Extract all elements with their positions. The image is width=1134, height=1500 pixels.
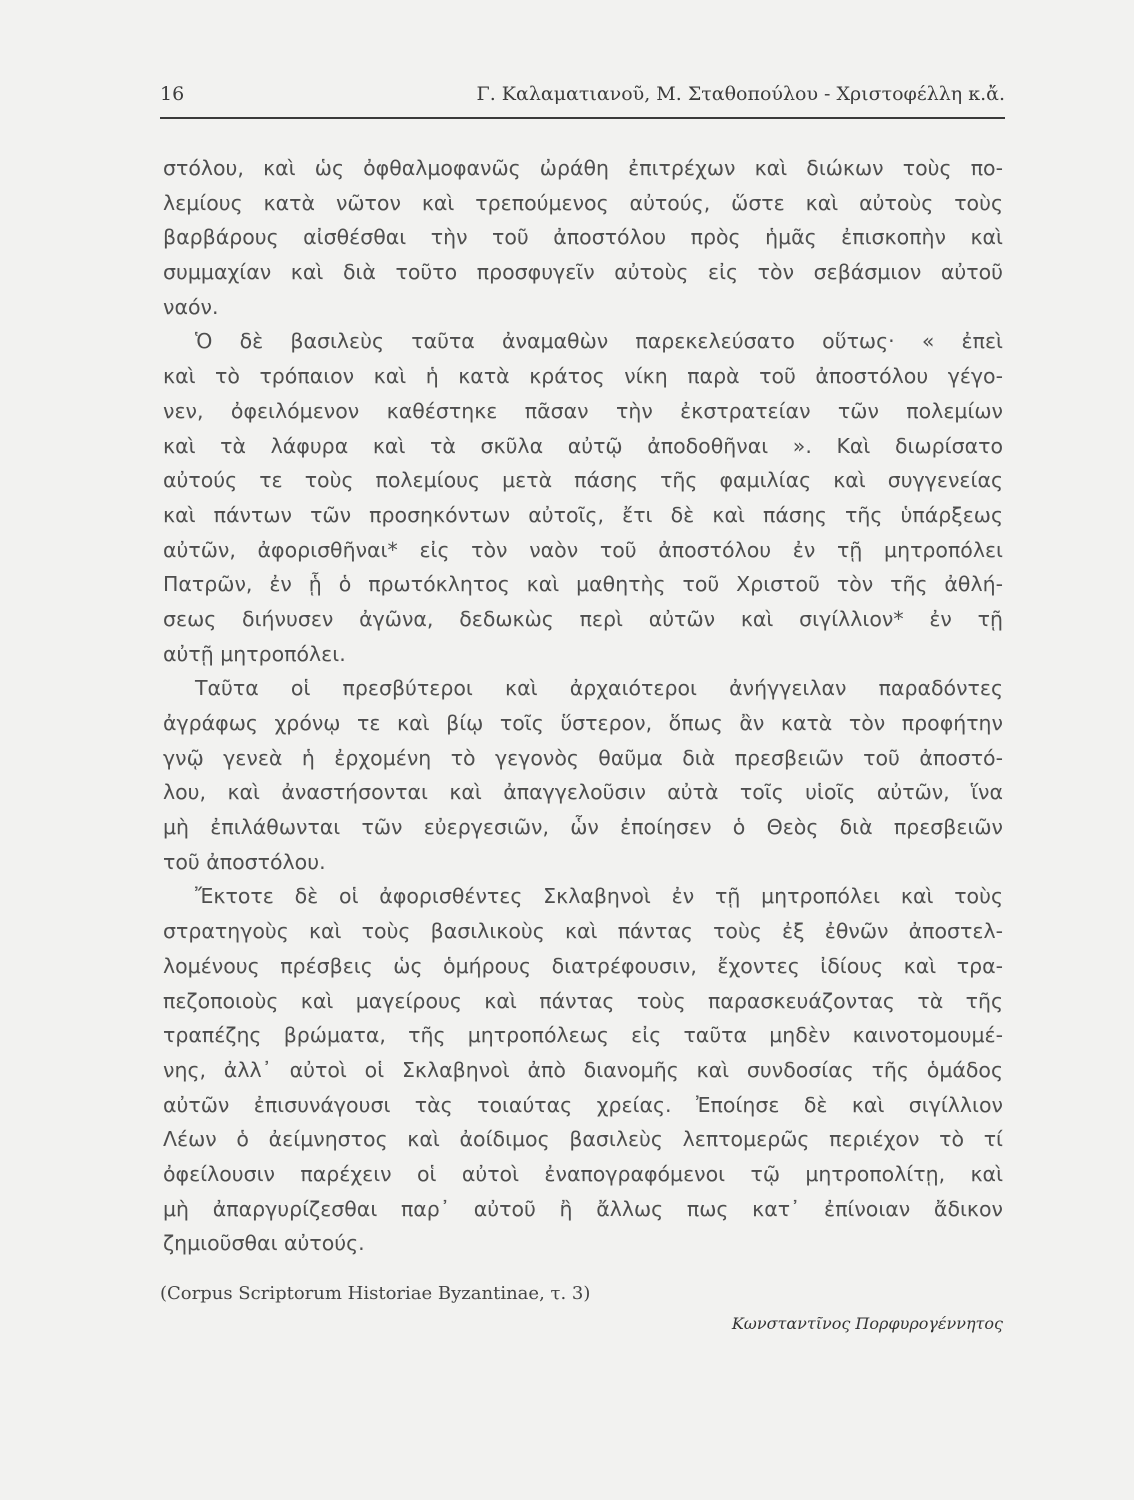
body-text: [163, 151, 1003, 1261]
text-line: αὐτῶν, ἀφορισθῆναι* εἰς τὸν ναὸν τοῦ ἀποστόλου ἐν τῇ μητροπόλει: [163, 537, 1003, 562]
text-line: νεν, ὀφειλόμενον καθέστηκε πᾶσαν τὴν ἐκστρατείαν τῶν πολεμίων: [163, 398, 1003, 423]
text-line: ναόν.: [163, 294, 219, 319]
text-line: καὶ τὸ τρόπαιον καὶ ἡ κατὰ κράτος νίκη παρὰ τοῦ ἀποστόλου γέγο-: [163, 364, 1003, 389]
header-rule: [160, 117, 1005, 119]
paragraph: [163, 324, 1003, 671]
text-line: τραπέζης βρώματα, τῆς μητροπόλεως εἰς ταῦτα μηδὲν καινοτομουμέ-: [163, 1023, 1003, 1048]
text-line: λεμίους κατὰ νῶτον καὶ τρεπούμενος αὐτούς, ὥστε καὶ αὐτοὺς τοὺς: [163, 190, 1003, 215]
text-line: μὴ ἐπιλάθωνται τῶν εὐεργεσιῶν, ὧν ἐποίησεν ὁ Θεὸς διὰ πρεσβειῶν: [163, 815, 1003, 840]
running-title: Γ. Καλαματιανοῦ, Μ. Σταθοπούλου - Χριστοφέλλη κ.ἄ.: [476, 83, 1005, 105]
text-line: νης, ἀλλ᾽ αὐτοὶ οἱ Σκλαβηνοὶ ἀπὸ διανομῆς καὶ συνδοσίας τῆς ὁμάδος: [163, 1057, 1003, 1082]
text-line: Ἔκτοτε δὲ οἱ ἀφορισθέντες Σκλαβηνοὶ ἐν τῇ μητροπόλει καὶ τοὺς: [195, 884, 1003, 909]
text-line: Ταῦτα οἱ πρεσβύτεροι καὶ ἀρχαιότεροι ἀνήγγειλαν παραδόντες: [195, 676, 1003, 701]
text-line: αὐτῇ μητροπόλει.: [163, 641, 346, 666]
running-header: [160, 83, 1005, 111]
text-line: συμμαχίαν καὶ διὰ τοῦτο προσφυγεῖν αὐτοὺς εἰς τὸν σεβάσμιον αὐτοῦ: [163, 260, 1003, 285]
paragraph: [163, 671, 1003, 879]
text-line: ὀφείλουσιν παρέχειν οἱ αὐτοὶ ἐναπογραφόμενοι τῷ μητροπολίτῃ, καὶ: [163, 1161, 1003, 1186]
text-line: λου, καὶ ἀναστήσονται καὶ ἀπαγγελοῦσιν αὐτὰ τοῖς υἱοῖς αὐτῶν, ἵνα: [163, 780, 1003, 805]
text-line: τοῦ ἀποστόλου.: [163, 849, 326, 874]
paragraph: [163, 879, 1003, 1261]
source-citation: (Corpus Scriptorum Historiae Byzantinae, τ. 3): [160, 1283, 591, 1304]
text-line: βαρβάρους αἰσθέσθαι τὴν τοῦ ἀποστόλου πρὸς ἡμᾶς ἐπισκοπὴν καὶ: [163, 225, 1003, 250]
text-line: στρατηγοὺς καὶ τοὺς βασιλικοὺς καὶ πάντας τοὺς ἐξ ἐθνῶν ἀποστελ-: [163, 919, 1003, 944]
paragraph: [163, 151, 1003, 324]
text-line: πεζοποιοὺς καὶ μαγείρους καὶ πάντας τοὺς παρασκευάζοντας τὰ τῆς: [163, 988, 1003, 1013]
text-line: Πατρῶν, ἐν ᾗ ὁ πρωτόκλητος καὶ μαθητὴς τοῦ Χριστοῦ τὸν τῆς ἀθλή-: [163, 572, 1003, 597]
text-line: σεως διήνυσεν ἀγῶνα, δεδωκὼς περὶ αὐτῶν καὶ σιγίλλιον* ἐν τῇ: [163, 606, 1003, 631]
text-line: αὐτῶν ἐπισυνάγουσι τὰς τοιαύτας χρείας. Ἐποίησε δὲ καὶ σιγίλλιον: [163, 1092, 1003, 1117]
text-line: στόλου, καὶ ὡς ὀφθαλμοφανῶς ὠράθη ἐπιτρέχων καὶ διώκων τοὺς πο-: [163, 156, 1003, 180]
text-line: Ὁ δὲ βασιλεὺς ταῦτα ἀναμαθὼν παρεκελεύσατο οὕτως· « ἐπεὶ: [195, 329, 1003, 354]
text-line: καὶ τὰ λάφυρα καὶ τὰ σκῦλα αὐτῷ ἀποδοθῆναι ». Καὶ διωρίσατο: [163, 433, 1003, 458]
text-line: καὶ πάντων τῶν προσηκόντων αὐτοῖς, ἔτι δὲ καὶ πάσης τῆς ὑπάρξεως: [163, 502, 1003, 527]
author-attribution: Κωνσταντῖνος Πορφυρογέννητος: [731, 1314, 1003, 1333]
text-line: λομένους πρέσβεις ὡς ὁμήρους διατρέφουσιν, ἔχοντες ἰδίους καὶ τρα-: [163, 953, 1003, 978]
text-line: Λέων ὁ ἀείμνηστος καὶ ἀοίδιμος βασιλεὺς λεπτομερῶς περιέχον τὸ τί: [163, 1127, 1003, 1152]
page-number: 16: [160, 83, 185, 105]
text-line: γνῷ γενεὰ ἡ ἐρχομένη τὸ γεγονὸς θαῦμα διὰ πρεσβειῶν τοῦ ἀποστό-: [163, 745, 1003, 770]
text-line: μὴ ἀπαργυρίζεσθαι παρ᾽ αὐτοῦ ἢ ἄλλως πως κατ᾽ ἐπίνοιαν ἄδικον: [163, 1196, 1003, 1221]
text-line: αὐτούς τε τοὺς πολεμίους μετὰ πάσης τῆς φαμιλίας καὶ συγγενείας: [163, 468, 1003, 493]
text-line: ζημιοῦσθαι αὐτούς.: [163, 1231, 365, 1256]
text-line: ἀγράφως χρόνῳ τε καὶ βίῳ τοῖς ὕστερον, ὅπως ἂν κατὰ τὸν προφήτην: [163, 711, 1003, 735]
